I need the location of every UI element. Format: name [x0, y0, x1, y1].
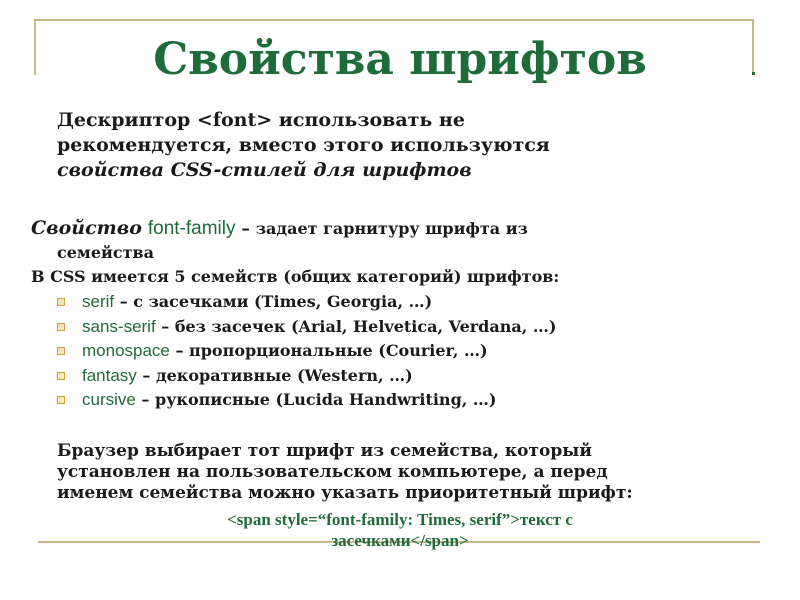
family-description: – декоративные (Western, …) [136, 365, 413, 385]
font-family-lead: Свойство [31, 217, 142, 239]
intro-line: рекомендуется, вместо этого используются [57, 134, 550, 156]
family-name: monospace [82, 341, 170, 360]
font-family-definition [31, 217, 751, 240]
code-line: <span style=“font-family: Times, serif”>текст с [227, 510, 573, 529]
family-description: – пропорциональные (Courier, …) [169, 341, 488, 360]
browser-line: именем семейства можно указать приоритетный шрифт: [57, 483, 633, 503]
font-families-list [57, 291, 757, 414]
font-family-continuation: семейства [57, 243, 155, 262]
intro-line: Дескриптор <font> использовать не [57, 109, 465, 131]
family-description: – без засечек (Arial, Helvetica, Verdana, …) [155, 316, 557, 336]
square-bullet-icon [57, 347, 65, 355]
square-bullet-icon [57, 323, 65, 331]
list-item [57, 340, 757, 365]
frame-top-line [34, 19, 754, 21]
font-family-description: задает гарнитуру шрифта из [255, 219, 528, 238]
list-item [57, 389, 757, 414]
family-name: fantasy [82, 365, 137, 385]
font-family-keyword: font-family [147, 218, 236, 239]
intro-line-emphasis: свойства CSS-стилей для шрифтов [57, 159, 472, 181]
css-families-intro: В CSS имеется 5 семейств (общих категорий) шрифтов: [31, 267, 560, 286]
square-bullet-icon [57, 372, 65, 380]
list-item [57, 365, 757, 390]
code-line: засечками</span> [331, 531, 469, 550]
slide-title: Свойства шрифтов [153, 34, 647, 85]
font-family-dash: – [241, 219, 256, 239]
family-description: – с засечками (Times, Georgia, …) [114, 292, 433, 311]
family-name: serif [82, 292, 115, 311]
family-name: sans-serif [82, 316, 156, 336]
intro-paragraph [57, 108, 737, 183]
square-bullet-icon [57, 298, 65, 306]
family-name: cursive [82, 390, 136, 409]
browser-line: установлен на пользовательском компьютере, а перед [57, 462, 608, 482]
list-item [57, 316, 757, 341]
square-bullet-icon [57, 396, 65, 404]
family-description: – рукописные (Lucida Handwriting, …) [135, 390, 497, 409]
browser-paragraph [57, 441, 757, 504]
list-item [57, 291, 757, 316]
browser-line: Браузер выбирает тот шрифт из семейства, который [57, 441, 592, 461]
code-example [0, 509, 800, 551]
